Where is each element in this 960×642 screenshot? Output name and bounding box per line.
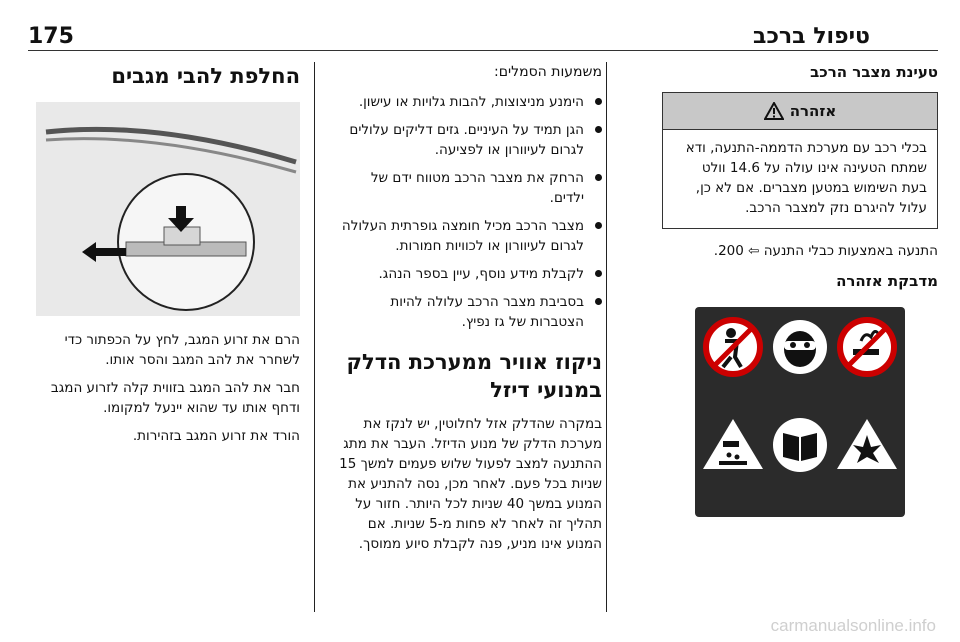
wiper-blade-illustration <box>36 102 300 316</box>
page-header <box>0 0 960 48</box>
diesel-bleeding-title: ניקוז אוויר ממערכת הדלק במנועי דיזל <box>346 350 602 402</box>
child-icon <box>706 320 760 374</box>
symbols-meaning-section <box>338 62 602 562</box>
column-divider-left <box>314 62 315 612</box>
bullet-dot <box>595 298 602 305</box>
wiper-step-lower: הורד את זרוע המגב בזהירות. <box>132 428 300 444</box>
warning-header <box>663 93 937 130</box>
warning-label-title: מדבקת אזהרה <box>836 272 938 290</box>
no-smoking-icon <box>840 320 894 374</box>
watermark: carmanualsonline.info <box>770 616 936 635</box>
header-rule <box>28 50 938 51</box>
list-item: מצבר הרכב מכיל חומצה גופרתית העלולה לגרום לעיוורון או לכוויות חמורות. <box>338 216 602 256</box>
acid-warning-icon <box>703 419 763 469</box>
battery-charging-title: טעינת מצבר הרכב <box>810 63 938 81</box>
bullet-dot <box>595 222 602 229</box>
jump-start-reference: התנעה באמצעות כבלי התנעה ⇦ 200. <box>713 243 938 259</box>
explosion-warning-icon <box>837 419 897 469</box>
bullet-dot <box>595 126 602 133</box>
symbols-list <box>338 92 602 332</box>
warning-triangle-icon <box>764 102 784 120</box>
bullet-dot <box>595 174 602 181</box>
eye-protection-icon <box>773 320 827 374</box>
battery-charging-section <box>662 62 938 517</box>
diesel-bleeding-text: במקרה שהדלק אזל לחלוטין, יש לנקז את מערכת הדלק של מנוע הדיזל. העבר את מתג ההתנעה למצב לפעול שלוש פעמים למשך 15 שניות בכל פעם. לאחר מכן, נסה להתניע את המנוע במשך 40 שניות לכל היותר. חזור על תהליך זה לאחר לא פחות מ-5 שניות. אם המנוע אינו מניע, פנה לקבלת סיוע ממוסך. <box>339 416 602 552</box>
list-item: הימנע מניצוצות, להבות גלויות או עישון. <box>338 92 602 112</box>
battery-warning-signs <box>695 307 905 517</box>
warning-text: בכלי רכב עם מערכת הדממה-התנעה, ודא שמתח הטעינה אינו עולה על 14.6 וולט בעת השימוש במטען מצברים. אם לא כן, עלול להיגרם נזק למצבר הרכב. <box>685 140 927 216</box>
bullet-dot <box>595 270 602 277</box>
warning-box <box>662 92 938 229</box>
wiper-step-remove: הרם את זרוע המגב, לחץ על הכפתור כדי לשחרר את להב המגב והסר אותו. <box>64 332 300 368</box>
running-title: טיפול ברכב <box>753 24 870 49</box>
wiper-blade-title: החלפת להבי מגבים <box>111 64 300 88</box>
column-divider-right <box>606 62 607 612</box>
page-number: 175 <box>28 24 74 49</box>
wiper-blade-section <box>28 62 300 454</box>
list-item: לקבלת מידע נוסף, עיין בספר הנהג. <box>338 264 602 284</box>
list-item: הגן תמיד על העיניים. גזים דליקים עלולים לגרום לעיוורון או לפציעה. <box>338 120 602 160</box>
manual-book-icon <box>773 418 827 472</box>
list-item: הרחק את מצבר הרכב מטווח ידם של ילדים. <box>338 168 602 208</box>
warning-label: אזהרה <box>789 102 837 120</box>
bullet-dot <box>595 98 602 105</box>
list-item: בסביבת מצבר הרכב עלולה להיות הצטברות של גז נפיץ. <box>338 292 602 332</box>
symbols-intro: משמעות הסמלים: <box>493 64 602 80</box>
wiper-step-attach: חבר את להב המגב בזווית קלה לזרוע המגב ודחף אותו עד שהוא יינעל למקומו. <box>50 380 300 416</box>
